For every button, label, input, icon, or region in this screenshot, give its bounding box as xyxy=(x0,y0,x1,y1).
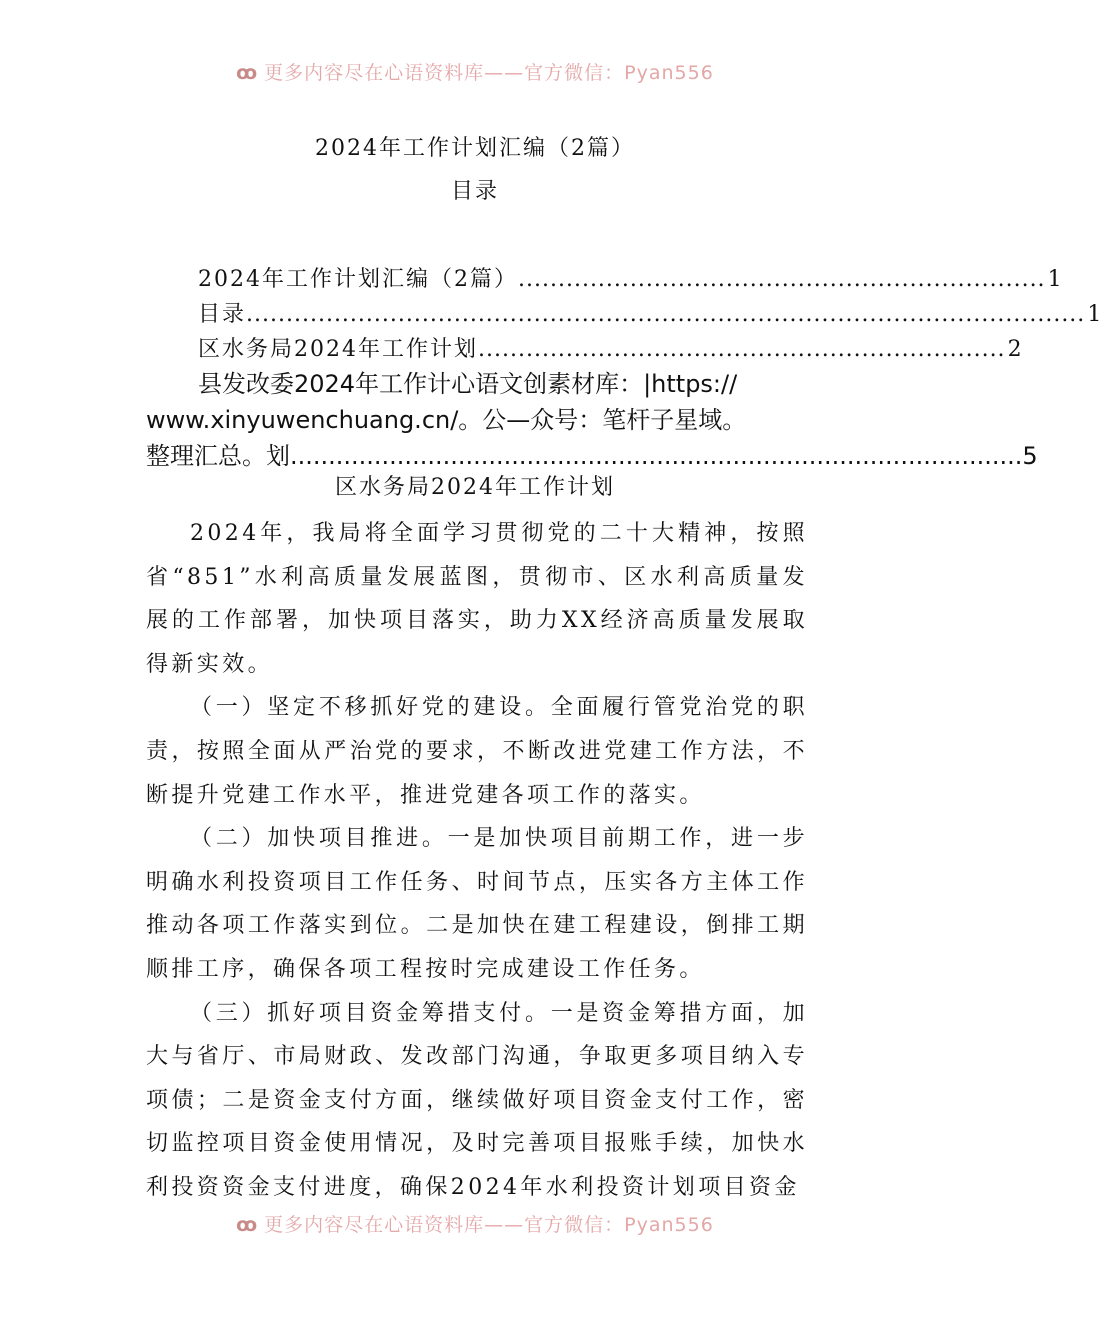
brand-logo-icon: ꝏ xyxy=(236,62,259,84)
paragraph: （一）坚定不移抓好党的建设。全面履行管党治党的职责，按照全面从严治党的要求，不断改进党建工作方法，不断提升党建工作水平，推进党建各项工作的落实。 xyxy=(146,695,808,808)
watermark-header xyxy=(0,56,950,82)
toc-entry[interactable] xyxy=(198,297,1101,332)
toc-bold-line-2: www.xinyuwenchuang.cn/。公—众号：笔杆子星域。 xyxy=(146,406,747,434)
document-title: 2024年工作计划汇编（2篇） xyxy=(315,136,635,161)
toc-entry[interactable] xyxy=(198,262,1062,297)
toc-entry-page: 1 xyxy=(1047,267,1062,292)
toc-bold-label: 整理汇总。划 xyxy=(146,442,290,470)
toc-leader-dots: .................................................................. xyxy=(478,337,1006,362)
brand-logo-icon: ꝏ xyxy=(236,1214,259,1236)
toc-entry-bold[interactable] xyxy=(146,366,1038,474)
toc-entry-page: 5 xyxy=(1022,442,1038,470)
watermark-text: 更多内容尽在心语资料库——官方微信：Pyan556 xyxy=(264,62,714,84)
toc-bold-line-1: 县发改委2024年工作计心语文创素材库：|https:// xyxy=(198,370,738,398)
toc-leader-dots: ......................................................................................................... xyxy=(246,302,1086,327)
toc-entry-label: 目录 xyxy=(198,302,247,327)
toc-bold-line-3 xyxy=(146,438,1038,474)
watermark-text: 更多内容尽在心语资料库——官方微信：Pyan556 xyxy=(264,1214,714,1236)
paragraph: （二）加快项目推进。一是加快项目前期工作，进一步明确水利投资项目工作任务、时间节点，压实各方主体工作推动各项工作落实到位。二是加快在建工程建设，倒排工期顺排工序，确保各项工程按时完成建设工作任务。 xyxy=(146,826,808,982)
section-body xyxy=(146,512,808,1210)
paragraph: 2024年，我局将全面学习贯彻党的二十大精神，按照省“851”水利高质量发展蓝图，贯彻市、区水利高质量发展的工作部署，加快项目落实，助力XX经济高质量发展取得新实效。 xyxy=(146,521,808,677)
toc-heading: 目录 xyxy=(450,179,499,204)
toc-leader-dots: ................................................................................................ xyxy=(290,442,1023,470)
paragraph: （三）抓好项目资金筹措支付。一是资金筹措方面，加大与省厅、市局财政、发改部门沟通，争取更多项目纳入专项债；二是资金支付方面，继续做好项目资金支付工作，密切监控项目资金使用情况，及时完善项目报账手续，加快水利投资资金支付进度，确保2024年水利投资计划项目资金 xyxy=(146,1000,808,1200)
toc-entry-label: 2024年工作计划汇编（2篇） xyxy=(198,267,518,292)
toc-entry-page: 1 xyxy=(1087,302,1101,327)
toc-entry-page: 2 xyxy=(1007,337,1022,362)
toc-entry[interactable] xyxy=(198,332,1022,367)
section-title: 区水务局2024年工作计划 xyxy=(335,475,615,500)
toc-leader-dots: .................................................................. xyxy=(518,267,1046,292)
toc-entry-label: 区水务局2024年工作计划 xyxy=(198,337,478,362)
table-of-contents xyxy=(198,262,1101,367)
watermark-footer xyxy=(0,1208,950,1234)
